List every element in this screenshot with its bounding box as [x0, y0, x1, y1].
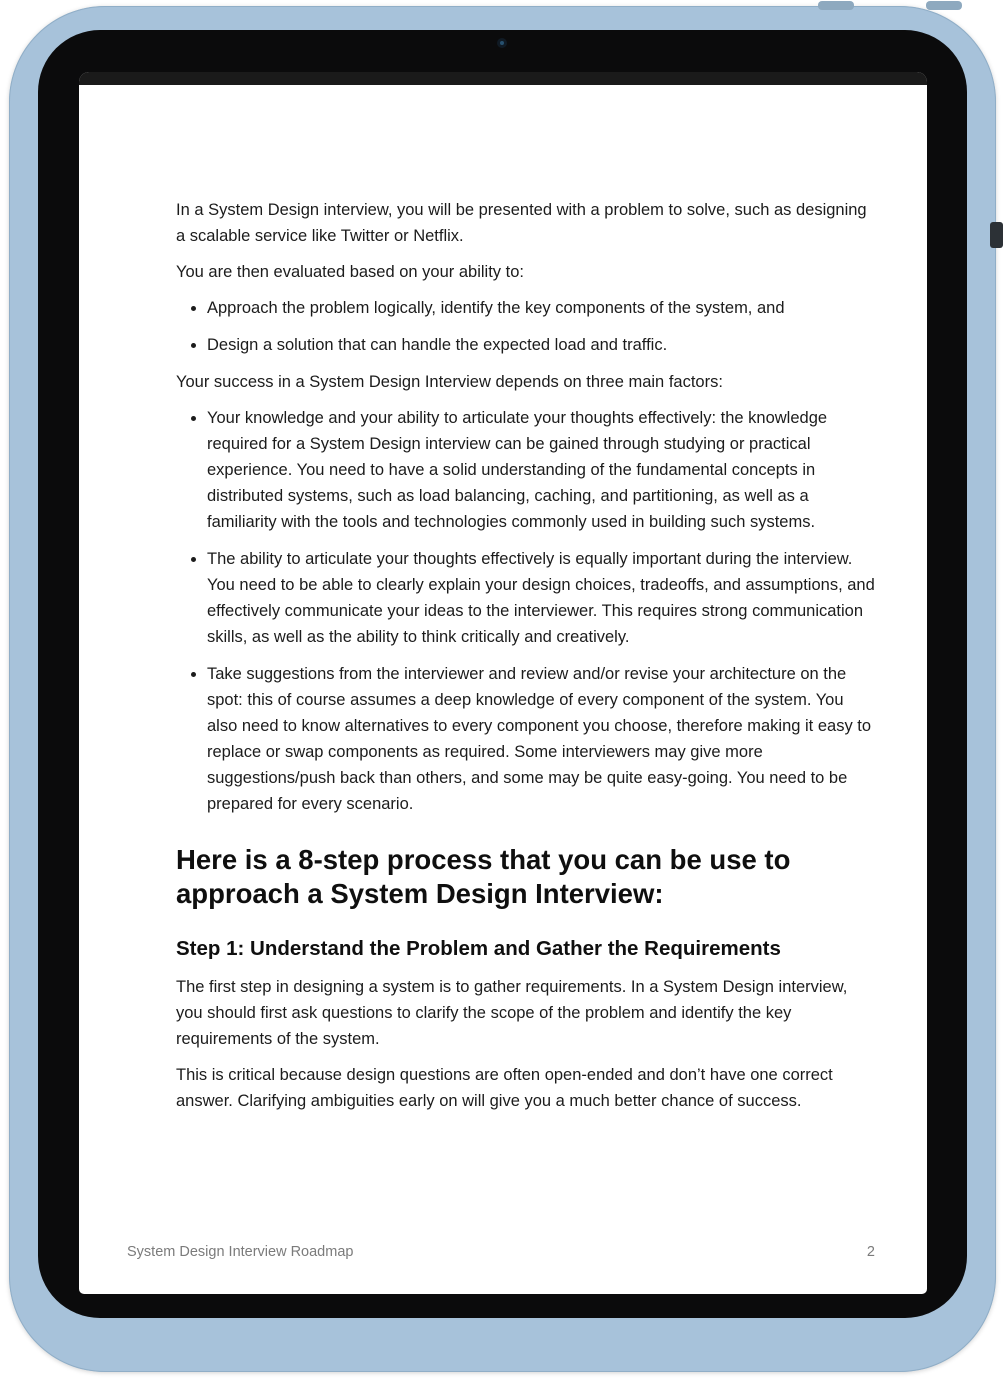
intro-paragraph-1: In a System Design interview, you will be presented with a problem to solve, such as designing a scalable service like Twitter or Netflix. [176, 201, 867, 245]
intro-paragraph-2: You are then evaluated based on your ability to: [176, 263, 524, 281]
factors-bullet-list [176, 405, 875, 817]
document-page[interactable] [79, 85, 927, 1294]
tablet-screen [79, 72, 927, 1294]
list-item: • Design a solution that can handle the expected load and traffic. [207, 332, 875, 358]
side-button [990, 222, 1003, 248]
section-heading: Here is a 8-step process that you can be use to approach a System Design Interview: [176, 844, 791, 909]
list-item: • Your knowledge and your ability to articulate your thoughts effectively: the knowledge required for a System Design interview can be gained through studying or practical experience. You need to have a solid understanding of the fundamental concepts in distributed systems, such as load balancing, caching, and partitioning, as well as a familiarity with the tools and technologies commonly used in building such systems. [207, 405, 875, 535]
list-item: • Take suggestions from the interviewer and review and/or revise your architecture on the spot: this of course assumes a deep knowledge of every component of the system. You also need to know alternatives to every component you choose, therefore making it easy to replace or swap components as required. Some interviewers may give more suggestions/push back than others, and some may be quite easy-going. You need to be prepared for every scenario. [207, 661, 875, 817]
step-1-paragraph-1: The first step in designing a system is to gather requirements. In a System Design interview, you should first ask questions to clarify the scope of the problem and identify the key requirements of the system. [176, 978, 848, 1048]
ability-bullet-list [176, 295, 875, 358]
step-1-paragraph-2: This is critical because design questions are often open-ended and don’t have one correct answer. Clarifying ambiguities early on will give you a much better chance of success. [176, 1066, 833, 1110]
page-footer [127, 1244, 875, 1260]
front-camera-icon [497, 38, 507, 48]
power-button [926, 1, 962, 10]
list-item: • Approach the problem logically, identify the key components of the system, and [207, 295, 875, 321]
volume-up-button [818, 1, 854, 10]
footer-page-number: 2 [866, 1244, 875, 1260]
screen-status-bar [79, 72, 927, 85]
list-item: • The ability to articulate your thoughts effectively is equally important during the interview. You need to be able to clearly explain your design choices, tradeoffs, and assumptions, and effectively communicate your ideas to the interviewer. This requires strong communication skills, as well as the ability to think critically and creatively. [207, 546, 875, 650]
footer-document-title: System Design Interview Roadmap [127, 1244, 354, 1260]
intro-paragraph-3: Your success in a System Design Interview depends on three main factors: [176, 373, 723, 391]
step-1-heading: Step 1: Understand the Problem and Gather the Requirements [176, 937, 781, 960]
